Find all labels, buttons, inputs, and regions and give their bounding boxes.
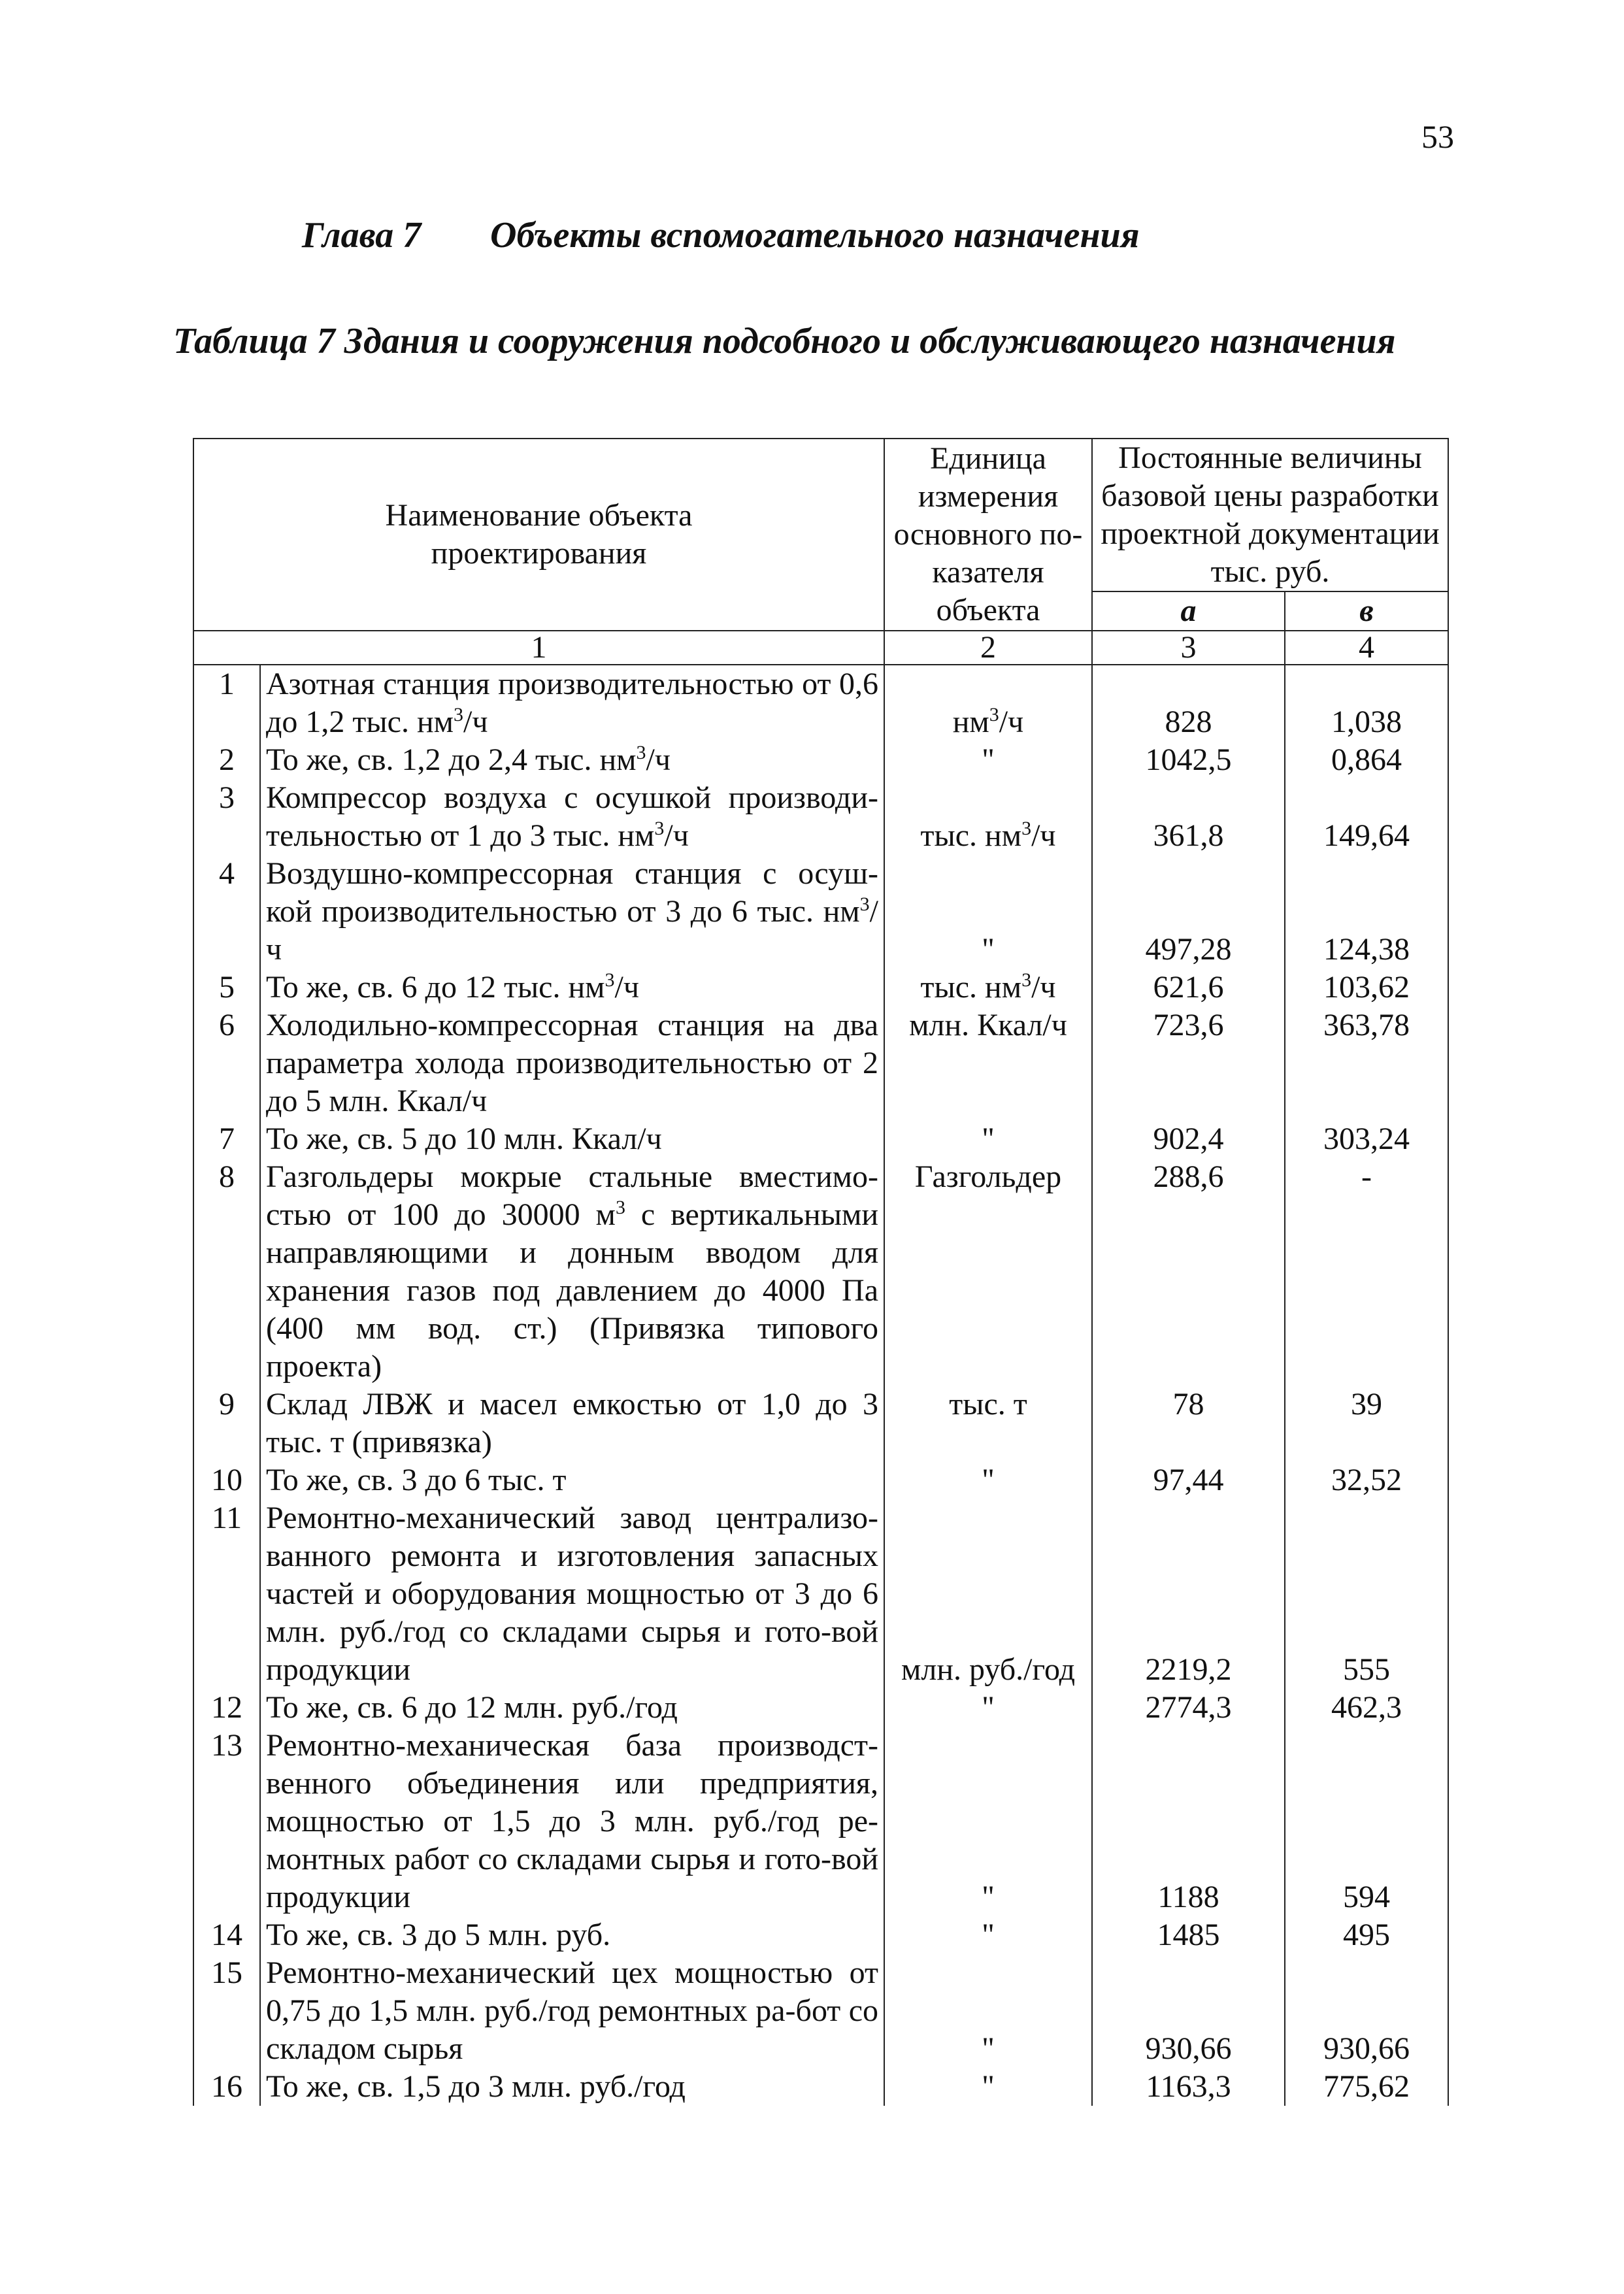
unit-of-measure: " [884,1954,1092,2068]
constant-b-value: 462,3 [1285,1689,1448,1727]
unit-of-measure: " [884,1727,1092,1916]
unit-of-measure: тыс. $нм^3/ч$ [884,969,1092,1006]
constant-b-value: 0,864 [1285,741,1448,779]
constant-a-value: 288,6 [1092,1158,1285,1386]
table-title: Таблица 7 Здания и сооружения подсобного и обслуживающего назначения [173,321,1396,361]
table-row [193,2068,1448,2106]
constant-a-value: 361,8 [1092,779,1285,855]
chapter-heading [302,214,1140,256]
constant-b-value: 930,66 [1285,1954,1448,2068]
constant-a-value: 2219,2 [1092,1499,1285,1689]
constant-a-value: 723,6 [1092,1006,1285,1120]
objects-table [193,438,1449,2106]
row-number: 8 [193,1158,260,1386]
chapter-title: Объекты вспомогательного назначения [490,215,1140,256]
object-name: То же, св. 3 до 5 млн. руб. [260,1916,884,1954]
object-name: Склад ЛВЖ и масел емкостью от 1,0 до 3 тыс. т (привязка) [260,1386,884,1461]
column-number: 1 [193,631,884,665]
object-name: То же, св. 6 до 12 тыс. $нм^3/ч$ [260,969,884,1006]
object-name: То же, св. 6 до 12 млн. руб./год [260,1689,884,1727]
constant-b-value: 103,62 [1285,969,1448,1006]
table-row [193,779,1448,855]
column-number: 4 [1285,631,1448,665]
table-row [193,1727,1448,1916]
table-row [193,1689,1448,1727]
constant-b-value: 303,24 [1285,1120,1448,1158]
unit-of-measure: " [884,2068,1092,2106]
constant-b-value: - [1285,1158,1448,1386]
constant-a-value: 1042,5 [1092,741,1285,779]
constant-a-value: 2774,3 [1092,1689,1285,1727]
constant-b-value: 555 [1285,1499,1448,1689]
row-number: 7 [193,1120,260,1158]
constant-b-value: 32,52 [1285,1461,1448,1499]
constant-a-value: 828 [1092,665,1285,741]
constant-a-value: 1485 [1092,1916,1285,1954]
object-name: То же, св. 1,2 до 2,4 тыс. $нм^3/ч$ [260,741,884,779]
table-row [193,1461,1448,1499]
constant-b-value: 124,38 [1285,855,1448,969]
object-name: То же, св. 1,5 до 3 млн. руб./год [260,2068,884,2106]
row-number: 11 [193,1499,260,1689]
row-number: 4 [193,855,260,969]
object-name: Компрессор воздуха с осушкой производи-тельностью от 1 до 3 тыс. $нм^3/ч$ [260,779,884,855]
row-number: 5 [193,969,260,1006]
row-number: 13 [193,1727,260,1916]
object-name: Ремонтно-механический цех мощностью от 0,75 до 1,5 млн. руб./год ремонтных ра-бот со складом сырья [260,1954,884,2068]
table-row [193,1499,1448,1689]
row-number: 16 [193,2068,260,2106]
table-row [193,665,1448,741]
unit-of-measure: " [884,1120,1092,1158]
constant-b-value: 594 [1285,1727,1448,1916]
column-numbers-row [193,631,1448,665]
table-row [193,1006,1448,1120]
row-number: 15 [193,1954,260,2068]
constant-b-value: 39 [1285,1386,1448,1461]
table-row [193,1120,1448,1158]
constant-a-value: 497,28 [1092,855,1285,969]
header-base-price: Постоянные величины базовой цены разработки проектной документации тыс. руб. [1092,439,1448,591]
unit-of-measure: " [884,1689,1092,1727]
object-name: Ремонтно-механический завод централизо-ванного ремонта и изготовления запасных частей и оборудования мощностью от 3 до 6 млн. руб./год со складами сырья и гото-вой продукции [260,1499,884,1689]
unit-of-measure: " [884,1916,1092,1954]
row-number: 6 [193,1006,260,1120]
header-constant-a: а [1092,591,1285,631]
row-number: 2 [193,741,260,779]
constant-a-value: 621,6 [1092,969,1285,1006]
header-object-name: Наименование объекта проектирования [193,439,884,631]
unit-of-measure: Газгольдер [884,1158,1092,1386]
table-row [193,1158,1448,1386]
object-name: Ремонтно-механическая база производст-венного объединения или предприятия, мощностью от 1,5 до 3 млн. руб./год ре-монтных работ со складами сырья и гото-вой продукции [260,1727,884,1916]
row-number: 10 [193,1461,260,1499]
constant-b-value: 775,62 [1285,2068,1448,2106]
unit-of-measure: млн. Ккал/ч [884,1006,1092,1120]
table-body [193,665,1448,2106]
constant-b-value: 149,64 [1285,779,1448,855]
unit-of-measure: " [884,741,1092,779]
table-row [193,855,1448,969]
object-name: Воздушно-компрессорная станция с осуш-кой производительностью от 3 до 6 тыс. $нм^3/ч$ [260,855,884,969]
constant-a-value: 97,44 [1092,1461,1285,1499]
table-row [193,741,1448,779]
constant-a-value: 930,66 [1092,1954,1285,2068]
column-number: 3 [1092,631,1285,665]
constant-a-value: 1163,3 [1092,2068,1285,2106]
row-number: 9 [193,1386,260,1461]
chapter-number: Глава 7 [302,215,422,256]
header-constant-b: в [1285,591,1448,631]
row-number: 14 [193,1916,260,1954]
row-number: 3 [193,779,260,855]
unit-of-measure: $нм^3/ч$ [884,665,1092,741]
object-name: Азотная станция производительностью от 0,6 до 1,2 тыс. $нм^3/ч$ [260,665,884,741]
table-row [193,1386,1448,1461]
object-name: То же, св. 5 до 10 млн. Ккал/ч [260,1120,884,1158]
table-row [193,969,1448,1006]
object-name: Холодильно-компрессорная станция на два параметра холода производительностью от 2 до 5 млн. Ккал/ч [260,1006,884,1120]
constant-a-value: 78 [1092,1386,1285,1461]
constant-b-value: 363,78 [1285,1006,1448,1120]
table-row [193,1954,1448,2068]
column-number: 2 [884,631,1092,665]
unit-of-measure: " [884,855,1092,969]
unit-of-measure: млн. руб./год [884,1499,1092,1689]
constant-b-value: 1,038 [1285,665,1448,741]
row-number: 12 [193,1689,260,1727]
constant-b-value: 495 [1285,1916,1448,1954]
unit-of-measure: тыс. $нм^3/ч$ [884,779,1092,855]
table-row [193,1916,1448,1954]
object-name: То же, св. 3 до 6 тыс. т [260,1461,884,1499]
constant-a-value: 1188 [1092,1727,1285,1916]
header-unit: Единица измерения основного по-казателя объекта [884,439,1092,631]
unit-of-measure: " [884,1461,1092,1499]
page-number: 53 [1421,118,1454,155]
row-number: 1 [193,665,260,741]
constant-a-value: 902,4 [1092,1120,1285,1158]
unit-of-measure: тыс. т [884,1386,1092,1461]
object-name: Газгольдеры мокрые стальные вместимо-стью от 100 до 30000 $м^3$ с вертикальными направляющими и донным вводом для хранения газов под давлением до 4000 Па (400 мм вод. ст.) (Привязка типового проекта) [260,1158,884,1386]
